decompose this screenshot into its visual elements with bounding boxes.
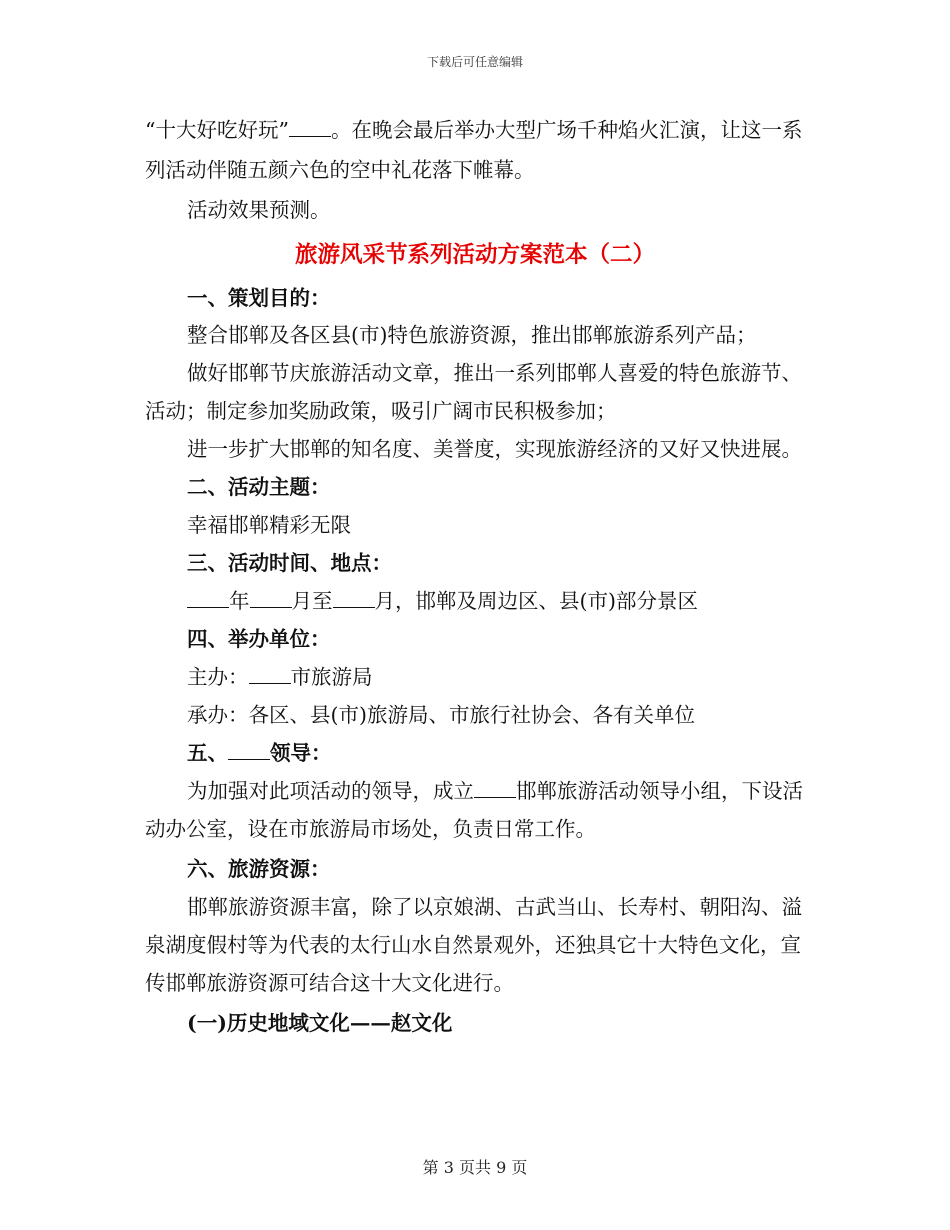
heading-4: 四、举办单位： [187, 627, 331, 651]
heading-7: (一)历史地域文化——赵文化 [187, 1011, 453, 1035]
text-span: 领导： [270, 741, 332, 765]
blank-underline [289, 116, 331, 137]
text-span: 为加强对此项活动的领导，成立 [187, 779, 474, 803]
text-span: 主办： [187, 665, 249, 689]
paragraph-7 [145, 582, 805, 620]
paragraph-5: 进一步扩大邯郸的知名度、美誉度，实现旅游经济的又好又快进展。 [187, 437, 802, 461]
blank-underline [474, 777, 516, 798]
text-span: 邯郸旅游活动领导小组，下设活动办公室，设在市旅游局市场处，负责日常工作。 [145, 779, 803, 841]
paragraph-9: 承办：各区、县(市)旅游局、市旅行社协会、各有关单位 [187, 703, 695, 727]
blank-underline [187, 587, 229, 608]
paragraph-11: 邯郸旅游资源丰富，除了以京娘湖、古武当山、长寿村、朝阳沟、溢泉湖度假村等为代表的太行山水自然景观外，还独具它十大特色文化，宣传邯郸旅游资源可结合这十大文化进行。 [145, 895, 802, 995]
heading-5 [145, 734, 805, 772]
heading-6: 六、旅游资源： [187, 857, 331, 881]
paragraph-4: 做好邯郸节庆旅游活动文章，推出一系列邯郸人喜爱的特色旅游节、活动；制定参加奖励政策，吸引广阔市民积极参加； [145, 361, 802, 423]
document-body [145, 110, 805, 1042]
paragraph-8 [145, 658, 805, 696]
paragraph-1 [145, 110, 805, 190]
text-span: “十大好吃好玩” [145, 118, 289, 142]
paragraph-2: 活动效果预测。 [187, 198, 331, 222]
text-span: 月至 [291, 589, 333, 613]
blank-underline [249, 663, 291, 684]
blank-underline [228, 739, 270, 760]
page-header: 下载后可任意编辑 [426, 55, 523, 69]
blank-underline [333, 587, 375, 608]
text-span: 五、 [187, 741, 228, 765]
blank-underline [250, 587, 292, 608]
heading-2: 二、活动主题： [187, 475, 331, 499]
section-title: 旅游风采节系列活动方案范本（二） [294, 242, 655, 268]
text-span: 月，邯郸及周边区、县(市)部分景区 [374, 589, 698, 613]
page-footer: 第 3 页共 9 页 [422, 1158, 528, 1177]
text-span: 市旅游局 [290, 665, 373, 689]
paragraph-10 [145, 772, 805, 848]
paragraph-6: 幸福邯郸精彩无限 [187, 513, 351, 537]
heading-3: 三、活动时间、地点： [187, 551, 392, 575]
text-span: 年 [229, 589, 250, 613]
heading-1: 一、策划目的： [187, 286, 331, 310]
text-span: 。在晚会最后举办大型广场千种焰火汇演，让这一系列活动伴随五颜六色的空中礼花落下帷幕。 [145, 118, 803, 182]
paragraph-3: 整合邯郸及各区县(市)特色旅游资源，推出邯郸旅游系列产品； [187, 323, 757, 347]
